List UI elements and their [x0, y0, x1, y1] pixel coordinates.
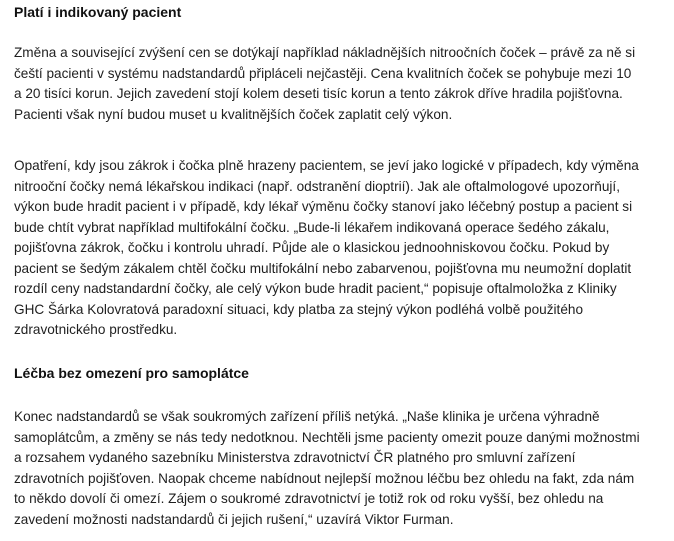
text-line: pacient se šedým zákalem chtěl čočku multifokální nebo zabarvenou, pojišťovna mu neumožní doplatit [14, 260, 632, 276]
text-line: pojišťovna zákrok, čočku i kontrolu uhradí. Půjde ale o klasickou jednoohniskovou čočku. Pokud by [14, 240, 610, 255]
text-line: zavedení možnosti nadstandardů či jejich rušení,“ uzavírá Viktor Furman. [14, 511, 454, 527]
text-line: a rozsahem vydaného sazebníku Ministerstva zdravotnictví ČR platného pro smluvní zařízení [14, 450, 576, 465]
paragraph-lens-prices [14, 43, 674, 125]
text-line: rozdíl ceny nadstandardní čočky, ale celý výkon bude hradit pacient,“ popisuje oftalmoložka z Kliniky [14, 281, 617, 296]
text-line: samoplátcům, a změny se nás tedy nedotknou. Nechtěli jsme pacienty omezit pouze danými možnostmi [14, 429, 640, 445]
text-line: čeští pacienti v systému nadstandardů připláceli nejčastěji. Cena kvalitních čoček se pohybuje mezi 10 [14, 65, 632, 81]
text-line: GHC Šárka Kolovratová paradoxní situaci, kdy platba za stejný výkon podléhá volbě použitého [14, 301, 583, 317]
text-line: nitrooční čočky nemá lékařskou indikaci (např. odstranění dioptrií). Jak ale oftalmologové upozorňují, [14, 178, 620, 194]
text-line: Pacienti však nyní budou muset u kvalitnějších čoček zaplatit celý výkon. [14, 106, 453, 122]
text-line: to někdo dovolí či omezí. Zájem o soukromé zdravotnictví je totiž rok od roku vyšší, bez ohledu na [14, 491, 604, 506]
text-line: zdravotních pojišťoven. Naopak chceme nabídnout nejlepší možnou léčbu bez ohledu na fakt, zda nám [14, 470, 635, 486]
text-line: výkon bude hradit pacient i v případě, kdy lékař výměnu čočky stanoví jako léčebný postup a pacient si [14, 199, 633, 214]
text-line: a 20 tisíci korun. Jejich zavedení stojí kolem deseti tisíc korun a tento zákrok dříve hradila pojišťovna. [14, 86, 623, 101]
section-heading-self-payers: Léčba bez omezení pro samoplátce [14, 365, 249, 381]
section-heading-indicated-patient: Platí i indikovaný pacient [14, 4, 182, 20]
text-line: zdravotnického prostředku. [14, 322, 178, 337]
paragraph-private-clinics [14, 407, 674, 530]
text-line: Opatření, kdy jsou zákrok i čočka plně hrazeny pacientem, se jeví jako logické v případech, kdy výměna [14, 158, 639, 173]
text-line: bude chtít vybrat například multifokální čočku. „Bude-li lékařem indikovaná operace šedého zákalu, [14, 219, 610, 235]
paragraph-measure-explanation [14, 156, 674, 341]
text-line: Konec nadstandardů se však soukromých zařízení příliš netýká. „Naše klinika je určena výhradně [14, 409, 600, 424]
text-line: Změna a související zvýšení cen se dotýkají například nákladnějších nitroočních čoček – právě za ně si [14, 45, 636, 60]
